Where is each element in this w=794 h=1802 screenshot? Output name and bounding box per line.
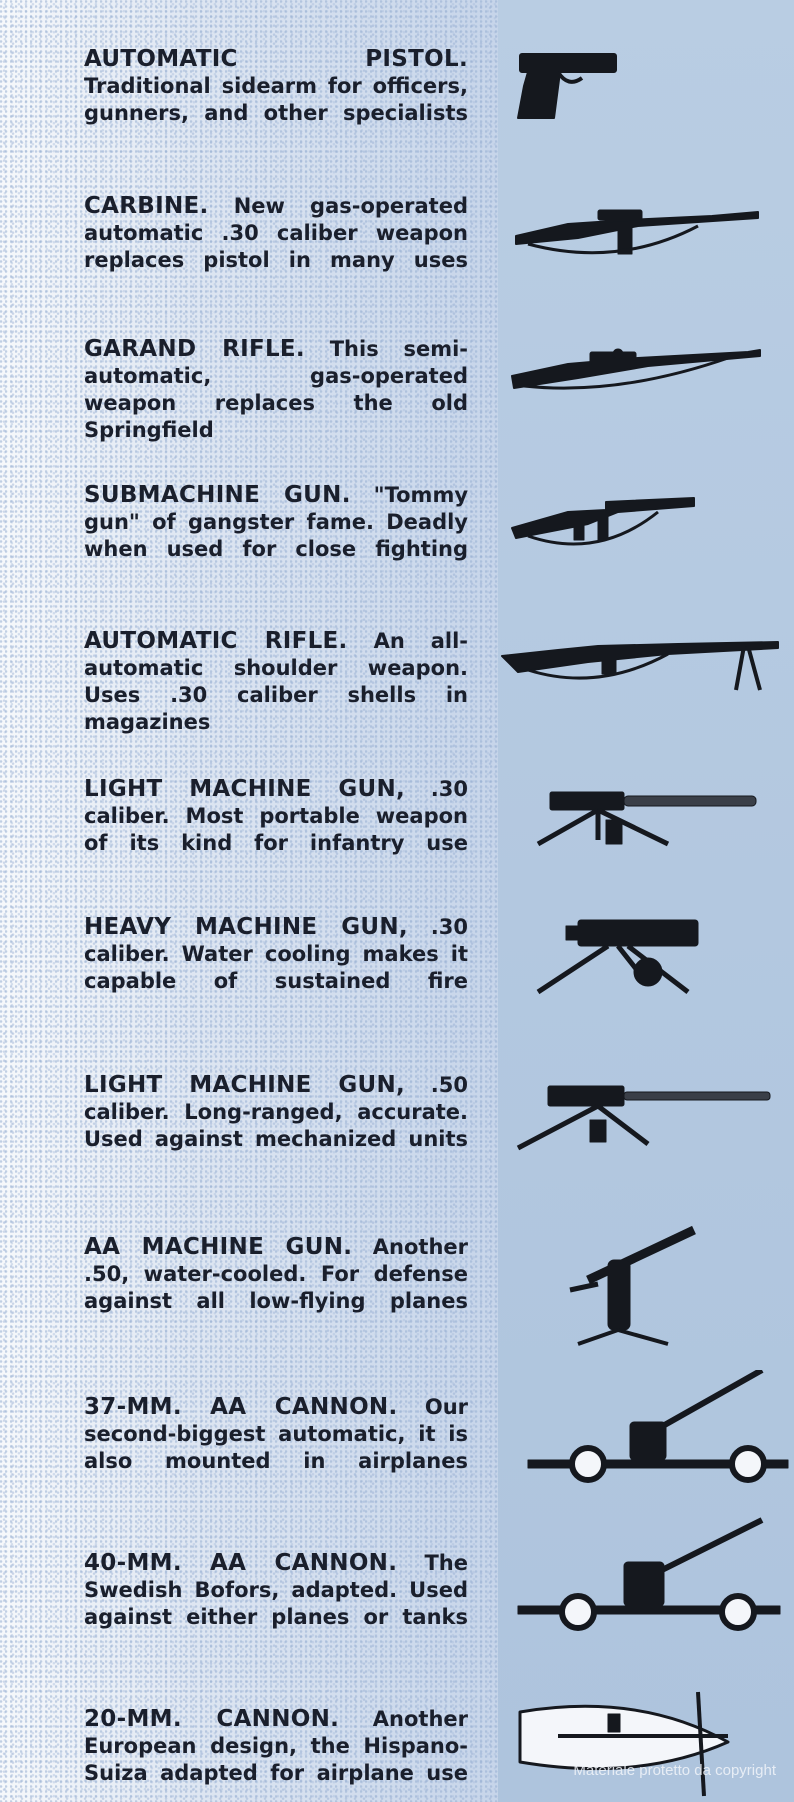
entry-aa-machine-gun [84,1234,468,1315]
entry-heading: LIGHT MACHINE GUN, [84,776,406,802]
entry-text: Another European design, the Hispano-Suiza adapted for airplane use [84,1707,468,1785]
37mm-cannon-icon [498,1370,794,1500]
entry-light-machine-gun-50 [84,1072,468,1153]
entry-40mm-cannon [84,1550,468,1631]
entry-heading: 37-MM. AA CANNON. [84,1394,398,1420]
entry-heading: AA MACHINE GUN. [84,1234,353,1260]
entry-text: .30 caliber. Water cooling makes it capable of sustained fire [84,915,468,993]
entry-heading: SUBMACHINE GUN. [84,482,351,508]
entry-text: An all-automatic shoulder weapon. Uses .30 caliber shells in magazines [84,629,469,734]
entry-text: .50 caliber. Long-ranged, accurate. Used against mechanized units [84,1073,468,1151]
entry-text: Our second-biggest automatic, it is also mounted in airplanes [84,1395,469,1473]
entry-submachine-gun [84,482,468,563]
automatic-rifle-icon [498,580,794,710]
entry-text: This semi-automatic, gas-operated weapon replaces the old Springfield [84,337,468,442]
entry-20mm-cannon [84,1706,468,1787]
entry-text: "Tommy gun" of gangster fame. Deadly when used for close fighting [84,483,469,561]
40mm-cannon-icon [498,1516,794,1646]
submachine-gun-icon [498,440,794,570]
entry-37mm-cannon [84,1394,468,1475]
entry-text: .30 caliber. Most portable weapon of its kind for infantry use [84,777,468,855]
garand-rifle-icon [498,298,794,428]
entry-automatic-rifle [84,628,468,736]
entry-text: New gas-operated automatic .30 caliber weapon replaces pistol in many uses [84,194,468,272]
entry-heading: AUTOMATIC RIFLE. [84,628,348,654]
entry-heading: GARAND RIFLE. [84,336,305,362]
entry-heading: 40-MM. AA CANNON. [84,1550,398,1576]
aa-machine-gun-icon [498,1220,794,1350]
entry-heading: HEAVY MACHINE GUN, [84,914,408,940]
entry-heavy-machine-gun [84,914,468,995]
entry-text: The Swedish Bofors, adapted. Used against either planes or tanks [84,1551,469,1629]
entry-text: Traditional sidearm for officers, gunners, and other specialists [84,74,468,125]
entry-garand-rifle [84,336,468,444]
entry-light-machine-gun-30 [84,776,468,857]
illustration-column [498,0,794,1802]
entry-heading: 20-MM. CANNON. [84,1706,340,1732]
entry-carbine [84,193,468,274]
watermark: Materiale protetto da copyright [573,1762,776,1779]
carbine-icon [498,160,794,290]
entry-text: Another .50, water-cooled. For defense against all low-flying planes [84,1235,468,1313]
20mm-cannon-icon [498,1672,794,1802]
entry-automatic-pistol [84,46,468,127]
heavy-machine-gun-icon [498,880,794,1010]
entry-heading: CARBINE. [84,193,209,219]
pistol-icon [498,20,794,150]
entry-heading: LIGHT MACHINE GUN, [84,1072,406,1098]
light-machine-gun-50-icon [498,1040,794,1170]
light-machine-gun-30-icon [498,740,794,870]
entry-heading: AUTOMATIC PISTOL. [84,46,468,72]
